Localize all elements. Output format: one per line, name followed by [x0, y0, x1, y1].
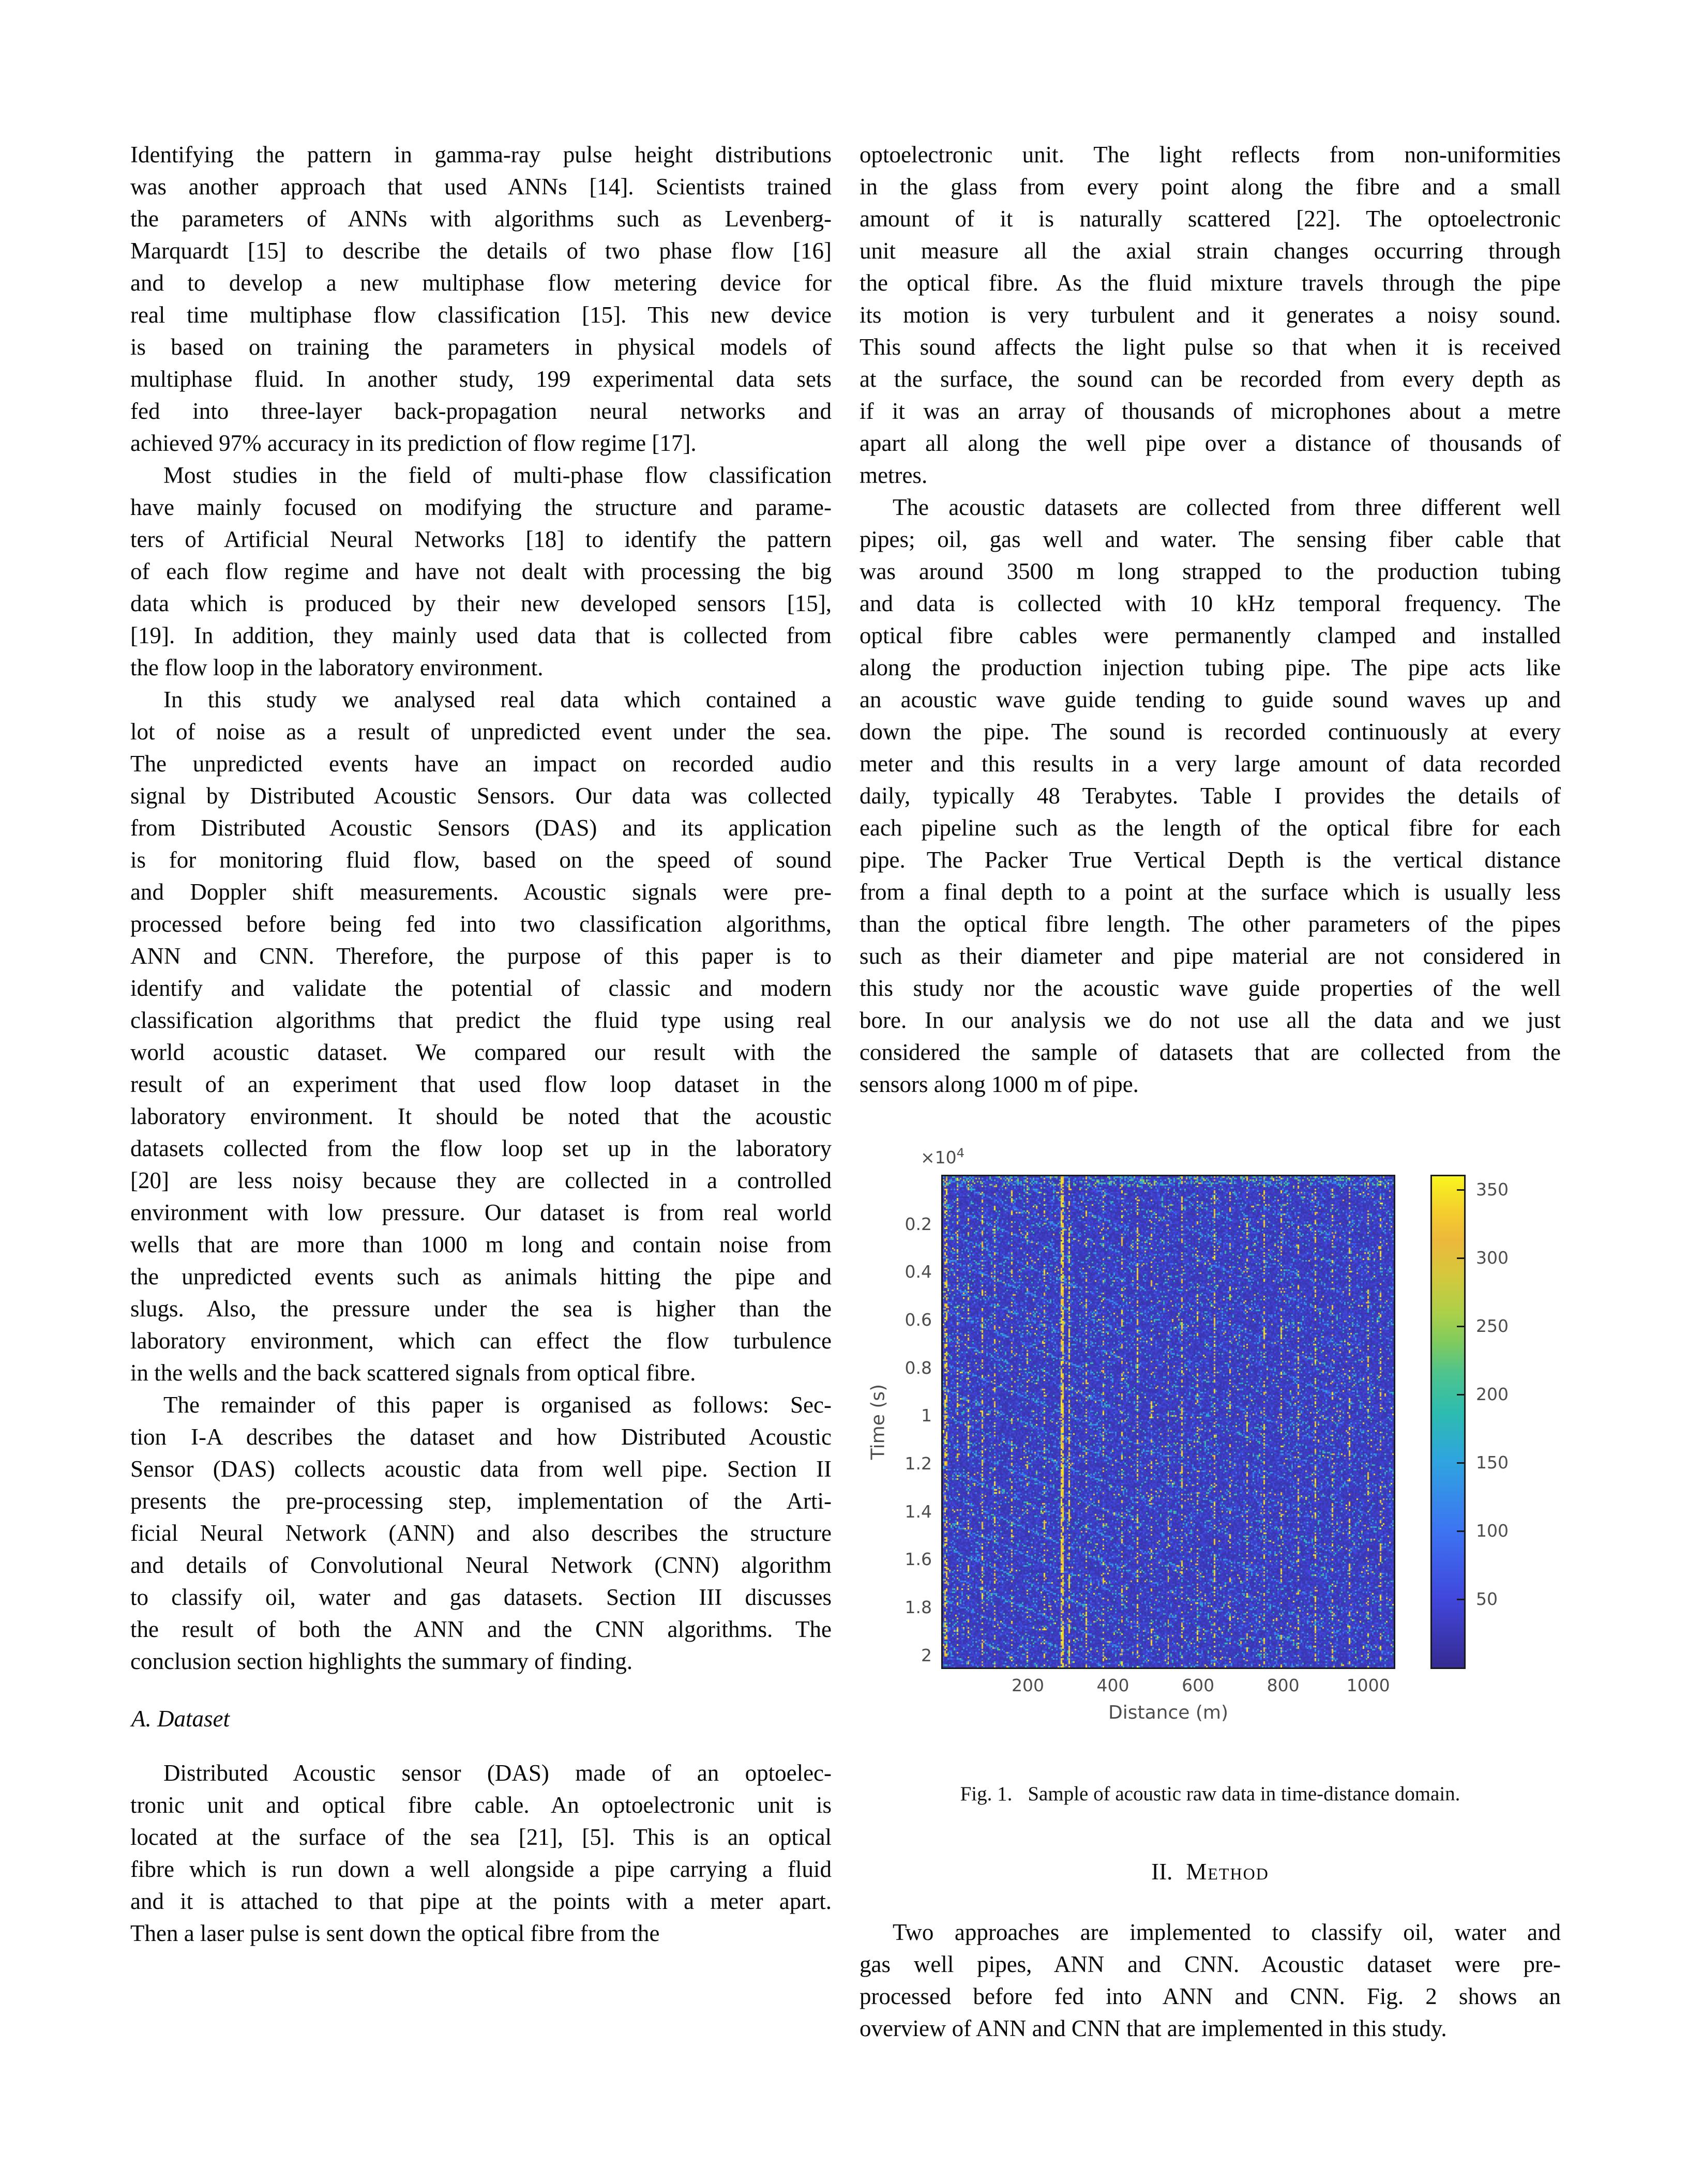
text-line: Sensor (DAS) collects acoustic data from well pipe. Section II — [130, 1456, 832, 1482]
text-line: environment with low pressure. Our dataset is from real world — [130, 1200, 832, 1225]
y-axis-tick-label: 0.2 — [905, 1214, 932, 1234]
text-line: its motion is very turbulent and it generates a noisy sound. — [860, 302, 1561, 328]
text-line: This sound affects the light pulse so that when it is received — [860, 334, 1561, 360]
paragraph — [130, 139, 832, 459]
text-line: Most studies in the field of multi-phase flow classification — [163, 462, 832, 488]
colorbar-tick-mark — [1457, 1189, 1464, 1191]
colorbar-tick-label: 350 — [1476, 1179, 1509, 1200]
text-line: the parameters of ANNs with algorithms such as Levenberg- — [130, 206, 832, 232]
text-line: tronic unit and optical fibre cable. An optoelectronic unit is — [130, 1792, 832, 1818]
text-line: in the glass from every point along the fibre and a small — [860, 174, 1561, 200]
text-line: Identifying the pattern in gamma-ray pulse height distributions — [130, 142, 832, 168]
text-line: and it is attached to that pipe at the points with a meter apart. — [130, 1888, 832, 1914]
y-axis-tick-label: 0.4 — [905, 1262, 932, 1282]
y-axis-tick-label: 1.4 — [905, 1501, 932, 1522]
y-axis-tick-label: 0.8 — [905, 1357, 932, 1378]
text-line: this study nor the acoustic wave guide properties of the well — [860, 975, 1561, 1001]
caption-text: Sample of acoustic raw data in time-distance domain. — [1028, 1783, 1460, 1805]
text-line: at the surface, the sound can be recorded from every depth as — [860, 366, 1561, 392]
text-line: along the production injection tubing pipe. The pipe acts like — [860, 655, 1561, 680]
paragraph — [130, 1389, 832, 1677]
text-line: is for monitoring fluid flow, based on the speed of sound — [130, 847, 832, 873]
text-line: the result of both the ANN and the CNN algorithms. The — [130, 1616, 832, 1642]
colorbar-tick-mark — [1457, 1326, 1464, 1327]
text-line: Marquardt [15] to describe the details of two phase flow [16] — [130, 238, 832, 264]
text-line: multiphase fluid. In another study, 199 experimental data sets — [130, 366, 832, 392]
x-axis-tick-label: 600 — [1182, 1675, 1215, 1695]
text-line: tion I-A describes the dataset and how Distributed Acoustic — [130, 1424, 832, 1450]
text-line: pipe. The Packer True Vertical Depth is the vertical distance — [860, 847, 1561, 873]
text-line: fibre which is run down a well alongside a pipe carrying a fluid — [130, 1856, 832, 1882]
text-line: gas well pipes, ANN and CNN. Acoustic dataset were pre- — [860, 1951, 1561, 1977]
text-line: the unpredicted events such as animals hitting the pipe and — [130, 1264, 832, 1290]
text-line: laboratory environment. It should be noted that the acoustic — [130, 1103, 832, 1129]
text-line: to classify oil, water and gas datasets. Section III discusses — [130, 1584, 832, 1610]
paragraph — [130, 1757, 832, 1949]
colorbar-tick-label: 200 — [1476, 1384, 1509, 1405]
text-line: daily, typically 48 Terabytes. Table I provides the details of — [860, 783, 1561, 809]
text-line: was around 3500 m long strapped to the production tubing — [860, 558, 1561, 584]
text-line: and Doppler shift measurements. Acoustic signals were pre- — [130, 879, 832, 905]
text-line: in the wells and the back scattered signals from optical fibre. — [130, 1360, 696, 1386]
text-line: lot of noise as a result of unpredicted event under the sea. — [130, 719, 832, 745]
y-axis-tick-label: 1 — [921, 1405, 932, 1426]
text-line: an acoustic wave guide tending to guide sound waves up and — [860, 687, 1561, 712]
right-column — [860, 139, 1561, 2044]
text-line: [19]. In addition, they mainly used data that is collected from — [130, 623, 832, 648]
text-line: such as their diameter and pipe material are not considered in — [860, 943, 1561, 969]
text-line: [20] are less noisy because they are collected in a controlled — [130, 1167, 832, 1193]
text-line: optoelectronic unit. The light reflects from non-uniformities — [860, 142, 1561, 168]
paragraph — [860, 139, 1561, 491]
text-line: of each flow regime and have not dealt with processing the big — [130, 558, 832, 584]
text-line: In this study we analysed real data which contained a — [163, 687, 832, 712]
colorbar — [1430, 1175, 1466, 1669]
text-line: pipes; oil, gas well and water. The sensing fiber cable that — [860, 526, 1561, 552]
text-line: wells that are more than 1000 m long and contain noise from — [130, 1232, 832, 1257]
text-line: The acoustic datasets are collected from three different well — [893, 494, 1561, 520]
text-line: the optical fibre. As the fluid mixture travels through the pipe — [860, 270, 1561, 296]
y-axis-tick-label: 1.8 — [905, 1597, 932, 1618]
colorbar-tick-label: 50 — [1476, 1589, 1498, 1610]
text-line: presents the pre-processing step, implementation of the Arti- — [130, 1488, 832, 1514]
x-axis-tick-label: 800 — [1267, 1675, 1300, 1695]
section-number: II. — [1151, 1859, 1173, 1885]
text-line: Distributed Acoustic sensor (DAS) made of an optoelec- — [163, 1760, 832, 1786]
subsection-heading: A. Dataset — [131, 1706, 230, 1732]
text-line: achieved 97% accuracy in its prediction of flow regime [17]. — [130, 430, 697, 456]
paragraph — [130, 684, 832, 1389]
y-axis-multiplier — [921, 1146, 964, 1167]
left-column — [130, 139, 832, 1949]
text-line: than the optical fibre length. The other parameters of the pipes — [860, 911, 1561, 937]
text-line: processed before fed into ANN and CNN. Fig. 2 shows an — [860, 1983, 1561, 2009]
text-line: overview of ANN and CNN that are implemented in this study. — [860, 2015, 1447, 2041]
text-line: is based on training the parameters in physical models of — [130, 334, 832, 360]
text-line: optical fibre cables were permanently clamped and installed — [860, 623, 1561, 648]
text-line: sensors along 1000 m of pipe. — [860, 1071, 1139, 1097]
text-line: The unpredicted events have an impact on recorded audio — [130, 751, 832, 777]
text-line: The remainder of this paper is organised as follows: Sec- — [163, 1392, 832, 1418]
section-title: Method — [1186, 1859, 1269, 1885]
x-axis-label: Distance (m) — [1108, 1702, 1228, 1723]
text-line: unit measure all the axial strain changes occurring through — [860, 238, 1561, 264]
text-line: have mainly focused on modifying the structure and parame- — [130, 494, 832, 520]
text-line: world acoustic dataset. We compared our result with the — [130, 1039, 832, 1065]
paragraph — [860, 1916, 1561, 2044]
text-line: identify and validate the potential of classic and modern — [130, 975, 832, 1001]
colorbar-tick-mark — [1457, 1530, 1464, 1532]
text-line: conclusion section highlights the summary of finding. — [130, 1648, 633, 1674]
text-line: Two approaches are implemented to classify oil, water and — [893, 1919, 1561, 1945]
text-line: fed into three-layer back-propagation neural networks and — [130, 398, 832, 424]
text-line: considered the sample of datasets that are collected from the — [860, 1039, 1561, 1065]
text-line: result of an experiment that used flow loop dataset in the — [130, 1071, 832, 1097]
heatmap-canvas — [941, 1175, 1395, 1669]
text-line: from Distributed Acoustic Sensors (DAS) and its application — [130, 815, 832, 841]
text-line: Then a laser pulse is sent down the optical fibre from the — [130, 1920, 660, 1946]
colorbar-tick-label: 100 — [1476, 1521, 1509, 1541]
y-multiplier-base: ×10 — [921, 1147, 957, 1167]
text-line: slugs. Also, the pressure under the sea is higher than the — [130, 1296, 832, 1322]
text-line: the flow loop in the laboratory environment. — [130, 655, 544, 680]
section-heading — [860, 1857, 1561, 1886]
text-line: real time multiphase flow classification [15]. This new device — [130, 302, 832, 328]
text-line: if it was an array of thousands of microphones about a metre — [860, 398, 1561, 424]
text-line: was another approach that used ANNs [14]. Scientists trained — [130, 174, 832, 200]
text-line: metres. — [860, 462, 928, 488]
colorbar-tick-mark — [1457, 1257, 1464, 1259]
figure — [860, 1148, 1561, 1737]
x-axis-tick-label: 200 — [1012, 1675, 1045, 1695]
colorbar-tick-mark — [1457, 1462, 1464, 1464]
text-line: each pipeline such as the length of the optical fibre for each — [860, 815, 1561, 841]
figure-caption — [860, 1781, 1561, 1808]
caption-tag: Fig. 1. — [960, 1783, 1013, 1805]
paragraph — [860, 491, 1561, 1100]
text-line: and details of Convolutional Neural Network (CNN) algorithm — [130, 1552, 832, 1578]
text-line: classification algorithms that predict the fluid type using real — [130, 1007, 832, 1033]
text-line: processed before being fed into two classification algorithms, — [130, 911, 832, 937]
x-axis-tick-label: 1000 — [1346, 1675, 1390, 1695]
text-line: ters of Artificial Neural Networks [18] to identify the pattern — [130, 526, 832, 552]
text-line: down the pipe. The sound is recorded continuously at every — [860, 719, 1561, 745]
y-axis-tick-label: 1.6 — [905, 1549, 932, 1570]
text-line: data which is produced by their new developed sensors [15], — [130, 590, 832, 616]
text-line: bore. In our analysis we do not use all the data and we just — [860, 1007, 1561, 1033]
text-line: located at the surface of the sea [21], [5]. This is an optical — [130, 1824, 832, 1850]
text-line: laboratory environment, which can effect the flow turbulence — [130, 1328, 832, 1354]
y-axis-label: Time (s) — [867, 1384, 889, 1460]
y-axis-tick-label: 1.2 — [905, 1453, 932, 1474]
text-line: from a final depth to a point at the surface which is usually less — [860, 879, 1561, 905]
text-line: signal by Distributed Acoustic Sensors. Our data was collected — [130, 783, 832, 809]
colorbar-tick-label: 250 — [1476, 1316, 1509, 1337]
y-multiplier-exponent: 4 — [956, 1146, 964, 1160]
text-line: apart all along the well pipe over a distance of thousands of — [860, 430, 1561, 456]
x-axis-tick-label: 400 — [1096, 1675, 1129, 1695]
y-axis-tick-label: 2 — [921, 1645, 932, 1665]
text-line: datasets collected from the flow loop set up in the laboratory — [130, 1135, 832, 1161]
colorbar-tick-label: 300 — [1476, 1248, 1509, 1268]
colorbar-tick-mark — [1457, 1599, 1464, 1600]
text-line: ANN and CNN. Therefore, the purpose of this paper is to — [130, 943, 832, 969]
y-axis-tick-label: 0.6 — [905, 1310, 932, 1330]
text-line: and data is collected with 10 kHz temporal frequency. The — [860, 590, 1561, 616]
text-line: amount of it is naturally scattered [22]. The optoelectronic — [860, 206, 1561, 232]
paragraph — [130, 459, 832, 684]
colorbar-tick-mark — [1457, 1394, 1464, 1396]
text-line: and to develop a new multiphase flow metering device for — [130, 270, 832, 296]
text-line: meter and this results in a very large amount of data recorded — [860, 751, 1561, 777]
text-line: ficial Neural Network (ANN) and also describes the structure — [130, 1520, 832, 1546]
colorbar-tick-label: 150 — [1476, 1452, 1509, 1473]
